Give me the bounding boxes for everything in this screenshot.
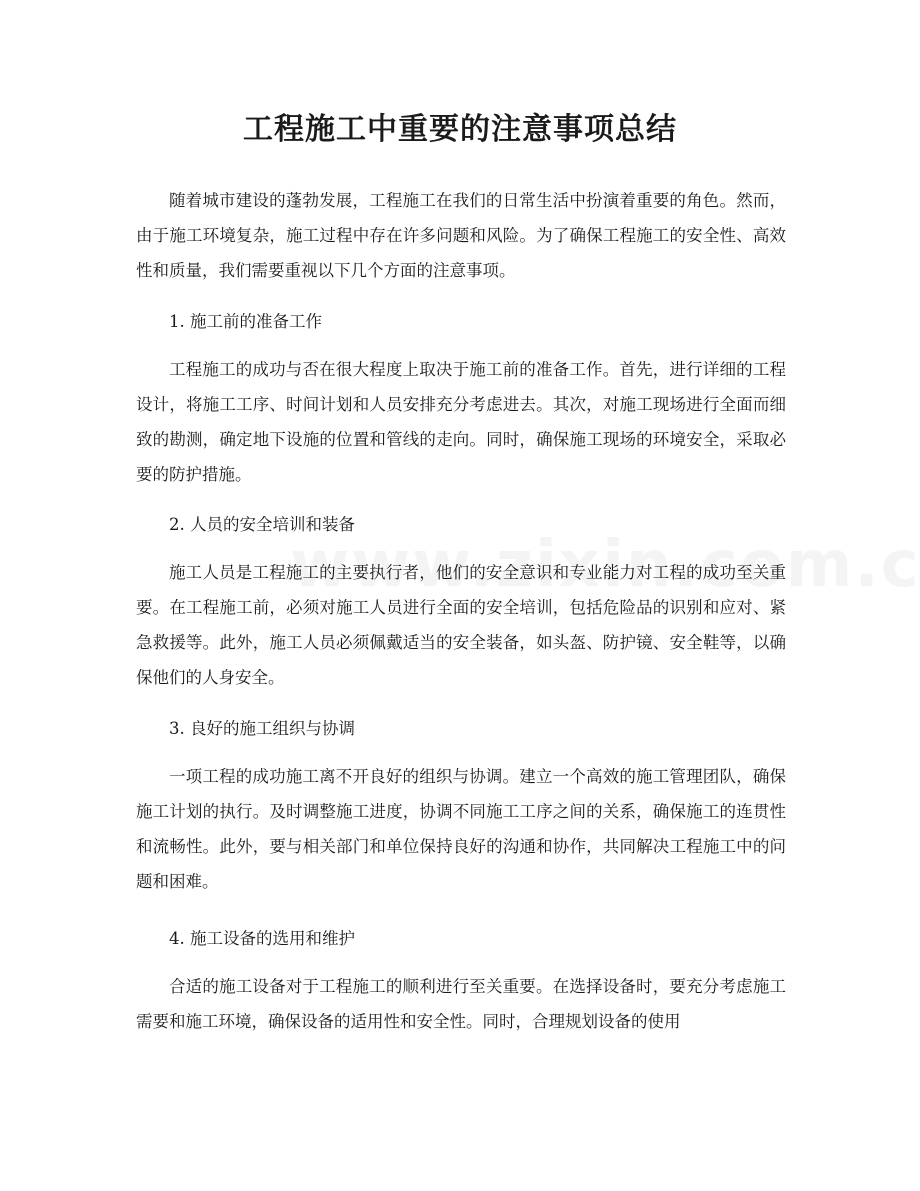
- section-heading-3: 3. 良好的施工组织与协调: [169, 719, 355, 738]
- document-title: 工程施工中重要的注意事项总结: [243, 112, 677, 147]
- section-body-3: 一项工程的成功施工离不开良好的组织与协调。建立一个高效的施工管理团队，确保施工计划的执行。及时调整施工进度，协调不同施工工序之间的关系，确保施工的连贯性和流畅性。此外，要与相关部门和单位保持良好的沟通和协作，共同解决工程施工中的问题和困难。: [136, 767, 786, 891]
- section-heading-1: 1. 施工前的准备工作: [169, 312, 322, 331]
- intro-paragraph: 随着城市建设的蓬勃发展，工程施工在我们的日常生活中扮演着重要的角色。然而，由于施工环境复杂，施工过程中存在许多问题和风险。为了确保工程施工的安全性、高效性和质量，我们需要重视以下几个方面的注意事项。: [136, 191, 786, 280]
- section-heading-2: 2. 人员的安全培训和装备: [169, 515, 355, 534]
- section-body-2: 施工人员是工程施工的主要执行者，他们的安全意识和专业能力对工程的成功至关重要。在工程施工前，必须对施工人员进行全面的安全培训，包括危险品的识别和应对、紧急救援等。此外，施工人员必须佩戴适当的安全装备，如头盔、防护镜、安全鞋等，以确保他们的人身安全。: [136, 563, 786, 687]
- section-body-4: 合适的施工设备对于工程施工的顺利进行至关重要。在选择设备时，要充分考虑施工需要和施工环境，确保设备的适用性和安全性。同时，合理规划设备的使用: [136, 977, 786, 1031]
- section-body-1: 工程施工的成功与否在很大程度上取决于施工前的准备工作。首先，进行详细的工程设计，将施工工序、时间计划和人员安排充分考虑进去。其次，对施工现场进行全面而细致的勘测，确定地下设施的位置和管线的走向。同时，确保施工现场的环境安全，采取必要的防护措施。: [136, 360, 786, 484]
- section-heading-4: 4. 施工设备的选用和维护: [169, 929, 355, 948]
